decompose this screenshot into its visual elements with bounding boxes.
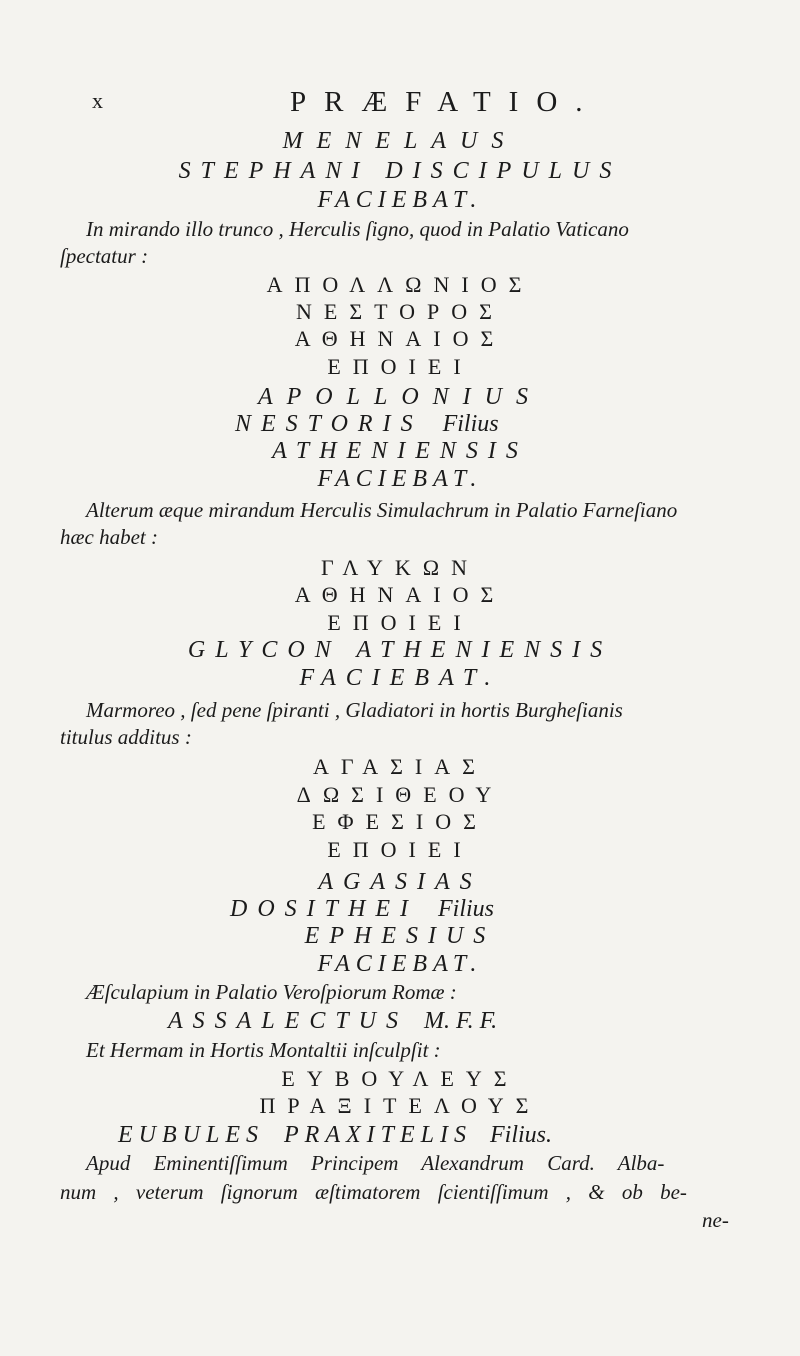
inscription-name: ASSALECTUS: [168, 1008, 409, 1034]
greek-inscription-line: ΑΓΑΣΙΑΣ: [313, 754, 487, 779]
inscription-name: EUBULES: [118, 1122, 264, 1148]
latin-inscription-line: AGASIAS: [318, 869, 482, 895]
latin-inscription-line: GLYCON ATHENIENSIS: [187, 637, 613, 663]
inscription-filius: Filius.: [489, 1122, 552, 1148]
greek-inscription-line: ΕΠΟΙΕΙ: [327, 610, 473, 635]
greek-inscription-line: ΝΕΣΤΟΡΟΣ: [296, 299, 504, 324]
greek-inscription-line: ΕΠΟΙΕΙ: [327, 354, 473, 379]
inscription-patronym: PRAXITELIS: [284, 1122, 472, 1148]
inscription-menelaus-master: STEPHANI DISCIPULUS: [178, 158, 622, 184]
paragraph-line: ſpectatur :: [60, 244, 149, 268]
paragraph-line: titulus additus :: [60, 725, 192, 749]
latin-inscription-line: [230, 896, 494, 923]
paragraph-line: hæc habet :: [60, 525, 158, 549]
greek-inscription-line: ΕΦΕΣΙΟΣ: [312, 809, 488, 834]
latin-inscription-line: FACIEBAT.: [317, 466, 483, 492]
greek-inscription-line: ΑΘΗΝΑΙΟΣ: [294, 326, 506, 351]
paragraph-line: Alterum æque mirandum Herculis Simulachrum in Palatio Farneſiano: [86, 498, 678, 522]
greek-inscription-line: ΕΥΒΟΥΛΕΥΣ: [281, 1066, 519, 1091]
latin-inscription-line: [168, 1008, 497, 1035]
inscription-abbrev: M. F. F.: [424, 1008, 498, 1034]
greek-inscription-line: ΑΘΗΝΑΙΟΣ: [294, 582, 506, 607]
paragraph-line: Marmoreo , ſed pene ſpiranti , Gladiatori in hortis Burgheſianis: [86, 698, 623, 722]
latin-inscription-line: ATHENIENSIS: [272, 438, 528, 464]
latin-inscription-line: [235, 411, 499, 438]
paragraph-line: Et Hermam in Hortis Montaltii inſculpſit :: [86, 1038, 441, 1062]
inscription-menelaus-verb: FACIEBAT.: [317, 187, 483, 213]
inscription-patronym: DOSITHEI: [230, 896, 418, 922]
latin-inscription-line: APOLLONIUS: [257, 384, 542, 410]
latin-inscription-line: FACIEBAT.: [299, 665, 501, 691]
catchword: ne-: [702, 1208, 729, 1232]
latin-inscription-line: FACIEBAT.: [317, 951, 483, 977]
greek-inscription-line: ΑΠΟΛΛΩΝΙΟΣ: [266, 272, 534, 297]
latin-inscription-line: EPHESIUS: [304, 923, 496, 949]
inscription-menelaus-name: MENELAUS: [282, 128, 518, 154]
page-number: x: [92, 88, 103, 113]
paragraph-line: num , veterum ſignorum æſtimatorem ſcientiſſimum , & ob be-: [60, 1180, 687, 1204]
greek-inscription-line: ΔΩΣΙΘΕΟΥ: [296, 782, 504, 807]
greek-inscription-line: ΓΛΥΚΩΝ: [321, 555, 479, 580]
greek-inscription-line: ΕΠΟΙΕΙ: [327, 837, 473, 862]
greek-inscription-line: ΠΡΑΞΙΤΕΛΟΥΣ: [259, 1093, 541, 1118]
paragraph-line: In mirando illo trunco , Herculis ſigno, quod in Palatio Vaticano: [86, 217, 629, 241]
latin-inscription-line: [118, 1122, 552, 1149]
paragraph-line: Æſculapium in Palatio Veroſpiorum Romæ :: [86, 980, 457, 1004]
paragraph-line: Apud Eminentiſſimum Principem Alexandrum Card. Alba-: [86, 1151, 665, 1175]
inscription-filius: Filius: [442, 411, 499, 437]
inscription-patronym: NESTORIS: [235, 411, 423, 437]
running-title: PRÆFATIO.: [290, 86, 601, 118]
inscription-filius: Filius: [438, 896, 495, 922]
